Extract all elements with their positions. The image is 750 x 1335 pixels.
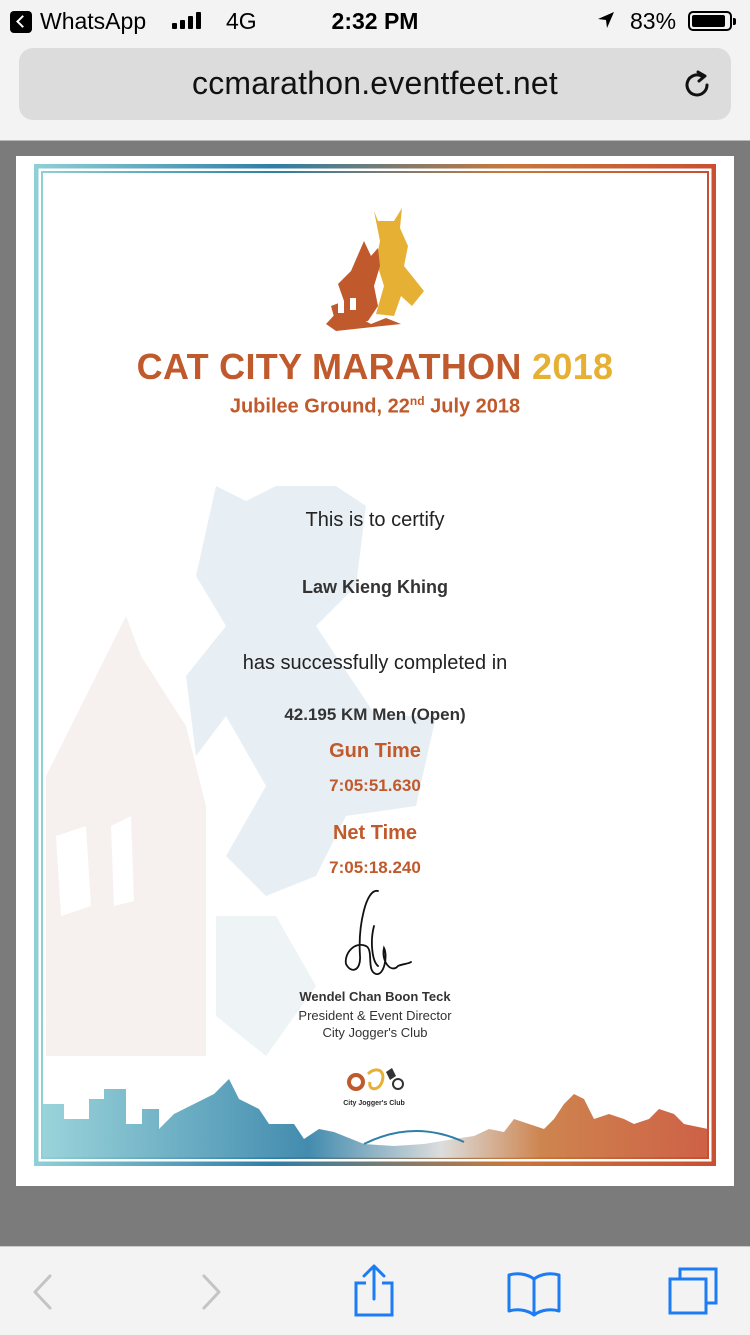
battery-icon xyxy=(688,11,732,31)
signatory-name: Wendel Chan Boon Teck xyxy=(299,989,451,1004)
signatory-title: President & Event Director xyxy=(298,1008,452,1023)
signature xyxy=(336,886,416,981)
location-arrow-icon xyxy=(596,10,616,30)
event-venue-date xyxy=(16,394,734,419)
browser-toolbar xyxy=(0,1246,750,1335)
race-category: 42.195 KM Men (Open) xyxy=(284,705,466,724)
web-page[interactable] xyxy=(0,141,750,1246)
venue-date-suffix: July 2018 xyxy=(424,395,521,418)
certify-text: This is to certify xyxy=(305,509,445,531)
bookmarks-icon[interactable] xyxy=(506,1269,562,1317)
reload-icon[interactable] xyxy=(680,68,714,102)
club-logo-text: City Jogger's Club xyxy=(343,1100,405,1107)
share-icon[interactable] xyxy=(352,1263,396,1319)
net-time-label: Net Time xyxy=(332,822,418,844)
back-icon[interactable] xyxy=(30,1273,56,1311)
browser-address-area xyxy=(0,40,750,141)
club-logo xyxy=(342,1064,408,1102)
venue-date-prefix: Jubilee Ground, 22 xyxy=(229,395,410,418)
signatory-org: City Jogger's Club xyxy=(322,1025,428,1040)
forward-icon[interactable] xyxy=(198,1273,224,1311)
back-app-label: WhatsApp xyxy=(40,8,147,34)
gun-time-label: Gun Time xyxy=(329,740,421,762)
certificate xyxy=(16,156,734,1186)
completed-text: has successfully completed in xyxy=(242,652,508,674)
status-bar xyxy=(0,0,750,40)
tabs-icon[interactable] xyxy=(666,1265,720,1317)
event-title-year: 2018 xyxy=(532,346,614,387)
net-time-value: 7:05:18.240 xyxy=(329,858,421,877)
event-title-main: CAT CITY MARATHON xyxy=(136,346,522,387)
battery-percentage: 83% xyxy=(630,8,677,34)
url-text[interactable]: ccmarathon.eventfeet.net xyxy=(192,65,558,101)
clock: 2:32 PM xyxy=(331,8,419,34)
gun-time-value: 7:05:51.630 xyxy=(329,776,421,795)
cat-city-logo xyxy=(316,206,436,331)
participant-name: Law Kieng Khing xyxy=(302,577,448,597)
event-title xyxy=(16,346,734,388)
network-type: 4G xyxy=(226,8,257,34)
address-bar[interactable] xyxy=(19,48,731,120)
date-ordinal: nd xyxy=(409,394,425,408)
